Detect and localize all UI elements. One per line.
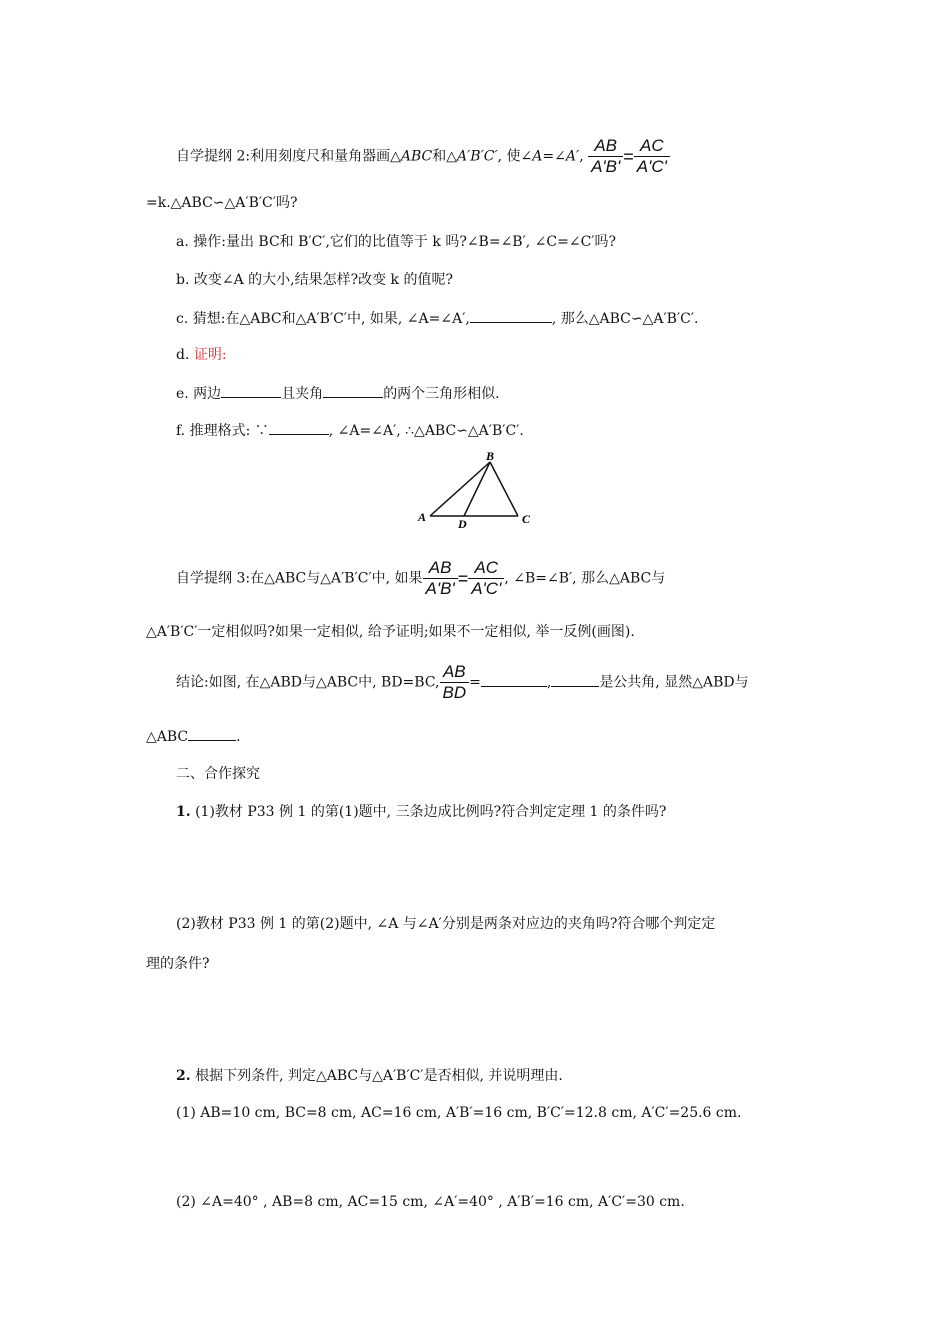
answer-blank[interactable]: [323, 383, 383, 398]
outline-3-line: [176, 558, 665, 599]
fraction-numerator: AB: [440, 662, 470, 683]
item-a: a. 操作:量出 BC和 B′C′,它们的比值等于 k 吗?∠B=∠B′, ∠C=∠C′吗?: [176, 234, 616, 250]
item-b: b. 改变∠A 的大小,结果怎样?改变 k 的值呢?: [176, 272, 453, 288]
item-d-label: d.: [176, 347, 194, 363]
fraction-numerator: AB: [423, 558, 458, 579]
conclusion-text: 结论:如图, 在△ABD与△ABC中, BD=BC,: [176, 674, 440, 691]
outline-3-text-end: , ∠B=∠B′, 那么△ABC与: [504, 570, 666, 587]
item-c: [176, 308, 699, 329]
answer-blank[interactable]: [188, 726, 236, 741]
fraction-numerator: AC: [634, 136, 670, 157]
fraction-numerator: AC: [468, 558, 504, 579]
angle-a1: A′: [565, 148, 580, 165]
question-text: (1)教材 P33 例 1 的第(1)题中, 三条边成比例吗?符合判定定理 1 的条件吗?: [190, 804, 667, 820]
item-e-text: 的两个三角形相似.: [383, 386, 500, 402]
answer-blank[interactable]: [481, 672, 547, 687]
text-comma: ,: [579, 148, 584, 165]
outline-3-text: 自学提纲 3:在△ABC与△A′B′C′中, 如果: [176, 570, 423, 587]
outline-2-prefix: 自学提纲 2:利用刻度尺和量角器画△: [176, 148, 401, 165]
item-f-text: f. 推理格式: ∵: [176, 423, 269, 439]
item-d: [176, 345, 227, 365]
item-e: [176, 383, 500, 404]
label-c: C: [522, 512, 531, 526]
triangle-abc: ABC: [400, 148, 433, 165]
outline-3-continued: △A′B′C′一定相似吗?如果一定相似, 给予证明;如果不一定相似, 举一反例(画图).: [146, 624, 635, 640]
text-eq-angle: =∠: [542, 148, 566, 165]
text-comma: ,: [546, 674, 552, 691]
fraction-ac-over-a1c1: [468, 558, 504, 599]
fraction-ac-over-a1c1: [634, 136, 670, 177]
label-a: A: [418, 510, 427, 524]
text-and: 和△: [432, 148, 457, 165]
outline-2-line: [176, 136, 670, 177]
label-d: D: [458, 517, 467, 531]
section-heading: 二、合作探究: [176, 766, 260, 782]
fraction-denominator: BD: [442, 683, 467, 702]
fraction-ab-over-a1b1: [588, 136, 623, 177]
conclusion-line: [176, 662, 749, 703]
segment-bc: [490, 462, 518, 516]
question-1-part-2-continued: 理的条件?: [146, 956, 210, 972]
question-1-part-2: (2)教材 P33 例 1 的第(2)题中, ∠A 与∠A′分别是两条对应边的夹角吗?符合哪个判定定: [176, 916, 716, 932]
answer-blank[interactable]: [551, 672, 599, 687]
proof-label: 证明:: [193, 347, 227, 363]
segment-ab: [430, 462, 490, 516]
triangle-a1b1c1: A′B′C′: [457, 148, 498, 165]
question-1: [176, 802, 666, 822]
angle-a: A: [532, 148, 543, 165]
text-period: .: [236, 729, 241, 745]
question-2-part-1: (1) AB=10 cm, BC=8 cm, AC=16 cm, A′B′=16 cm, B′C′=12.8 cm, A′C′=25.6 cm.: [176, 1105, 742, 1121]
question-2-part-2: (2) ∠A=40° , AB=8 cm, AC=15 cm, ∠A′=40° , A′B′=16 cm, A′C′=30 cm.: [176, 1194, 685, 1210]
segment-bd: [464, 462, 490, 516]
fraction-denominator: A'C': [471, 579, 502, 598]
fraction-numerator: AB: [588, 136, 623, 157]
fraction-denominator: A'B': [591, 157, 621, 176]
answer-blank[interactable]: [221, 383, 281, 398]
fraction-ab-over-a1b1: [423, 558, 458, 599]
equals-sign: =: [623, 146, 634, 167]
question-number: 1.: [176, 804, 191, 820]
conclusion-text-end: 是公共角, 显然△ABD与: [599, 674, 749, 691]
item-e-text: 且夹角: [281, 386, 324, 402]
text-equals: =: [469, 674, 481, 691]
item-f: [176, 420, 524, 441]
triangle-abc-text: △ABC: [146, 729, 189, 745]
answer-blank[interactable]: [269, 420, 329, 435]
triangle-figure: [412, 448, 542, 532]
equals-sign: =: [457, 568, 469, 589]
question-number: 2.: [176, 1068, 191, 1084]
text-such-that: , 使∠: [497, 148, 533, 165]
answer-blank[interactable]: [470, 308, 552, 323]
fraction-denominator: A'B': [425, 579, 455, 598]
item-f-text: , ∠A=∠A′, ∴△ABC∽△A′B′C′.: [328, 423, 524, 439]
outline-2-continued: =k.△ABC∽△A′B′C′吗?: [146, 195, 298, 211]
item-c-text-end: , 那么△ABC∽△A′B′C′.: [551, 311, 699, 327]
item-c-text: c. 猜想:在△ABC和△A′B′C′中, 如果, ∠A=∠A′,: [176, 311, 470, 327]
fraction-denominator: A'C': [636, 157, 667, 176]
item-e-text: e. 两边: [176, 386, 222, 402]
conclusion-continued: [146, 726, 241, 747]
question-text: 根据下列条件, 判定△ABC与△A′B′C′是否相似, 并说明理由.: [190, 1068, 563, 1084]
label-b: B: [486, 449, 495, 463]
question-2: [176, 1066, 563, 1086]
fraction-ab-over-bd: [440, 662, 470, 703]
